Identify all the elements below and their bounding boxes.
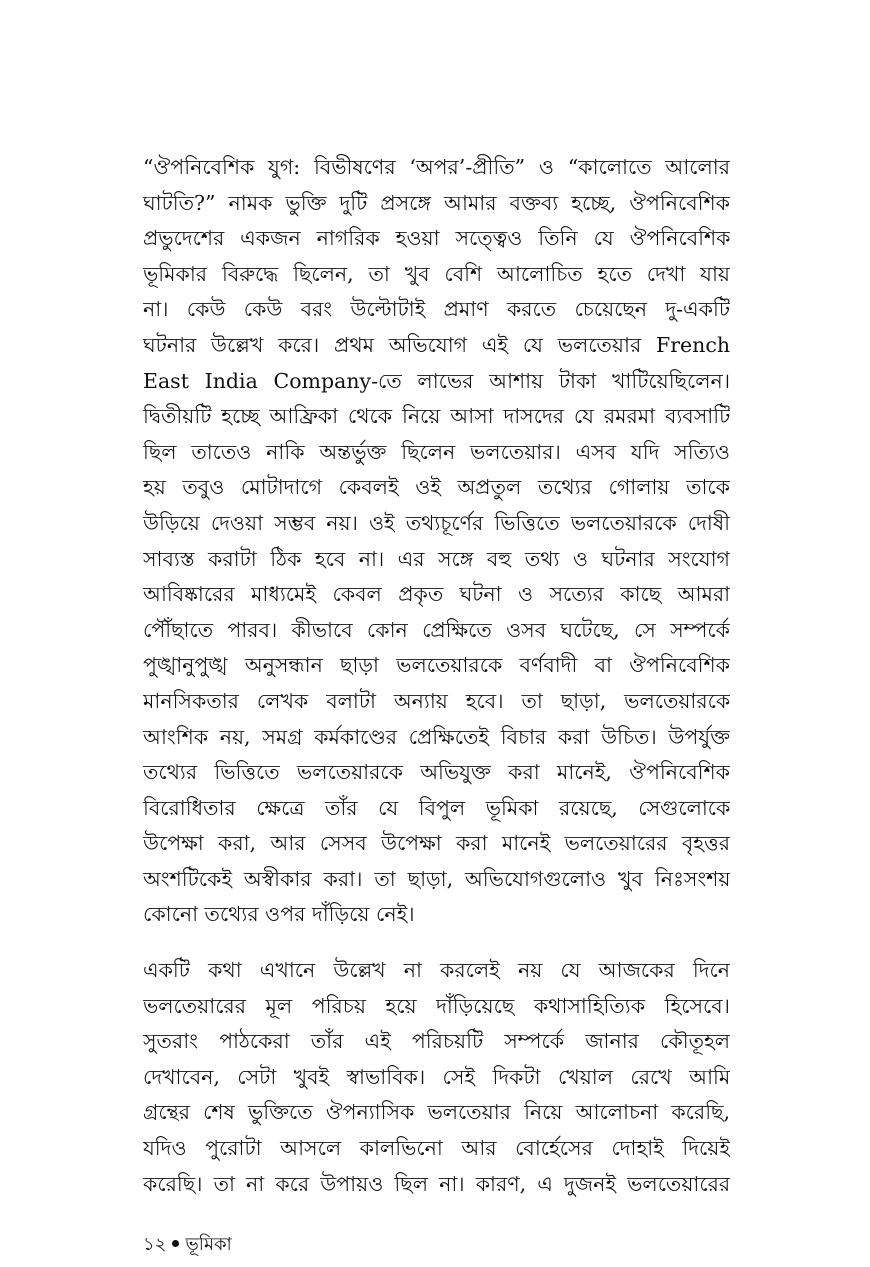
section-title: ভূমিকা: [185, 1234, 232, 1255]
text-line: ছিল তাতেও নাকি অন্তর্ভুক্ত ছিলেন ভলতেয়ার। এসব যদি সত্যিও: [143, 439, 730, 464]
text-line: পৌঁছাতে পারব। কীভাবে কোন প্রেক্ষিতে ওসব ঘটেছে, সে সম্পর্কে: [143, 617, 730, 642]
page-body: [143, 150, 730, 1202]
text-line: দ্বিতীয়টি হচ্ছে আফ্রিকা থেকে নিয়ে আসা দাসদের যে রমরমা ব্যবসাটি: [143, 404, 730, 429]
text-line: দেখাবেন, সেটা খুবই স্বাভাবিক। সেই দিকটা খেয়াল রেখে আমি: [143, 1064, 730, 1089]
text-line: যদিও পুরোটা আসলে কালভিনো আর বোর্হেসের দোহাই দিয়েই: [143, 1136, 730, 1161]
text-line: কোনো তথ্যের ওপর দাঁড়িয়ে নেই।: [143, 902, 415, 927]
text-line: আংশিক নয়, সমগ্র কর্মকাণ্ডের প্রেক্ষিতেই বিচার করা উচিত। উপর্যুক্ত: [143, 724, 730, 749]
text-line: উপেক্ষা করা, আর সেসব উপেক্ষা করা মানেই ভলতেয়ারের বৃহত্তর: [143, 831, 730, 856]
text-line: সুতরাং পাঠকেরা তাঁর এই পরিচয়টি সম্পর্কে জানার কৌতূহল: [143, 1029, 730, 1054]
text-line: ভলতেয়ারের মূল পরিচয় হয়ে দাঁড়িয়েছে কথাসাহিত্যিক হিসেবে।: [143, 993, 730, 1018]
text-line: East India Company-তে লাভের আশায় টাকা খাটিয়েছিলেন।: [143, 368, 730, 393]
text-line: ঘটনার উল্লেখ করে। প্রথম অভিযোগ এই যে ভলতেয়ার French: [143, 332, 730, 357]
text-line: অংশটিকেই অস্বীকার করা। তা ছাড়া, অভিযোগগুলোও খুব নিঃসংশয়: [143, 866, 730, 891]
text-line: “ঔপনিবেশিক যুগ: বিভীষণের ‘অপর’-প্রীতি” ও “কালোতে আলোর: [143, 155, 730, 179]
text-line: না। কেউ কেউ বরং উল্টোটাই প্রমাণ করতে চেয়েছেন দু-একটি: [143, 297, 730, 322]
text-line: গ্রন্থের শেষ ভুক্তিতে ঔপন্যাসিক ভলতেয়ার নিয়ে আলোচনা করেছি,: [143, 1100, 730, 1125]
text-line: মানসিকতার লেখক বলাটা অন্যায় হবে। তা ছাড়া, ভলতেয়ারকে: [143, 688, 730, 713]
text-line: পুঙ্খানুপুঙ্খ অনুসন্ধান ছাড়া ভলতেয়ারকে বর্ণবাদী বা ঔপনিবেশিক: [143, 653, 730, 678]
text-line: তথ্যের ভিত্তিতে ভলতেয়ারকে অভিযুক্ত করা মানেই, ঔপনিবেশিক: [143, 760, 730, 785]
text-line: উড়িয়ে দেওয়া সম্ভব নয়। ওই তথ্যচূর্ণের ভিত্তিতে ভলতেয়ারকে দোষী: [143, 510, 730, 535]
paragraph-1: [143, 150, 730, 933]
bullet-icon: [172, 1240, 179, 1247]
text-line: আবিষ্কারের মাধ্যমেই কেবল প্রকৃত ঘটনা ও সত্যের কাছে আমরা: [143, 582, 730, 607]
text-line: ভূমিকার বিরুদ্ধে ছিলেন, তা খুব বেশি আলোচিত হতে দেখা যায়: [143, 261, 730, 286]
text-line: করেছি। তা না করে উপায়ও ছিল না। কারণ, এ দুজনই ভলতেয়ারের: [143, 1171, 730, 1196]
paragraph-2: [143, 953, 730, 1202]
text-line: বিরোধিতার ক্ষেত্রে তাঁর যে বিপুল ভূমিকা রয়েছে, সেগুলোকে: [143, 795, 730, 820]
text-line: প্রভুদেশের একজন নাগরিক হওয়া সত্ত্বেও তিনি যে ঔপনিবেশিক: [143, 226, 730, 251]
page-footer: [143, 1233, 232, 1257]
page-number: ১২: [143, 1234, 167, 1255]
text-line: একটি কথা এখানে উল্লেখ না করলেই নয় যে আজকের দিনে: [143, 958, 730, 983]
text-line: সাব্যস্ত করাটা ঠিক হবে না। এর সঙ্গে বহু তথ্য ও ঘটনার সংযোগ: [143, 546, 730, 571]
text-line: ঘাটতি?” নামক ভুক্তি দুটি প্রসঙ্গে আমার বক্তব্য হচ্ছে, ঔপনিবেশিক: [143, 190, 730, 215]
text-line: হয় তবুও মোটাদাগে কেবলই ওই অপ্রতুল তথ্যের গোলায় তাকে: [143, 475, 730, 500]
